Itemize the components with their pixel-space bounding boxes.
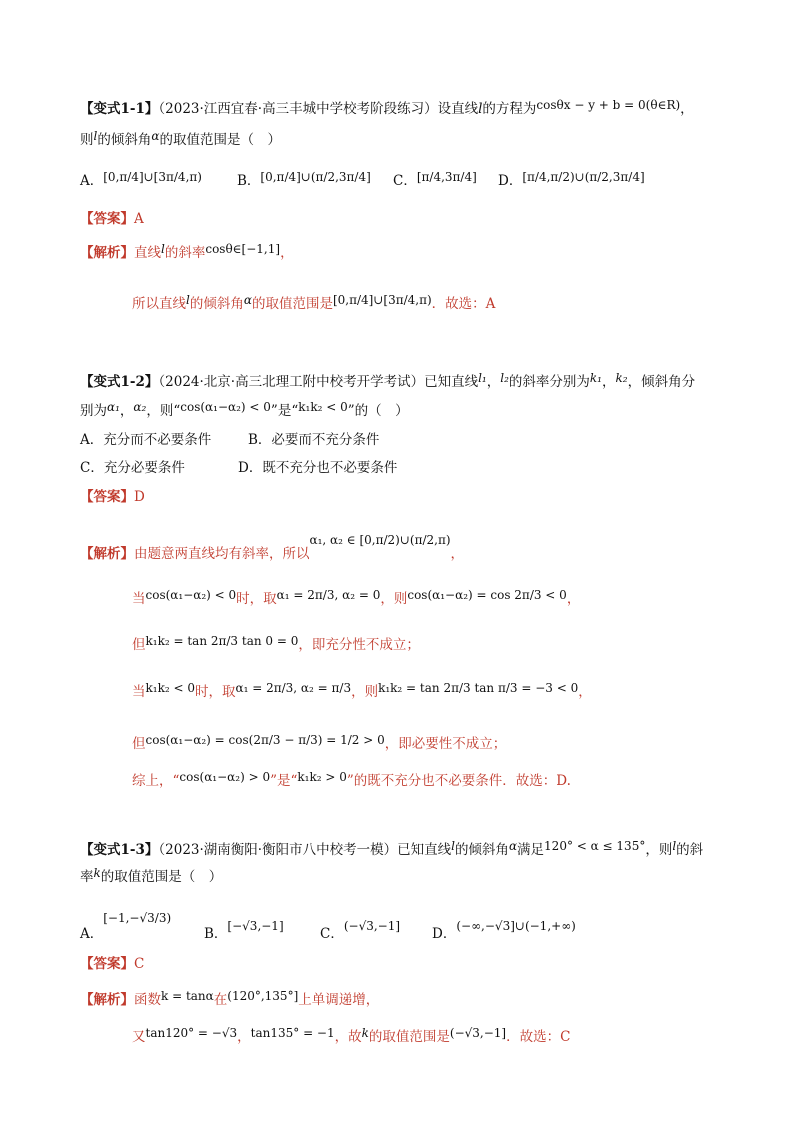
option-math: [π/4,π/2)∪(π/2,3π/4]: [522, 170, 645, 184]
text: 的取值范围是: [251, 296, 333, 312]
math: cos(α₁−α₂) < 0: [145, 588, 237, 602]
option-b[interactable]: [248, 431, 379, 449]
equation: cosθx − y + b = 0(θ∈R): [536, 98, 681, 112]
option-math: [−√3,−1]: [227, 919, 284, 933]
math-var: l: [161, 242, 165, 256]
option-math: (−∞,−√3]∪(−1,+∞): [456, 919, 576, 933]
text: 的取值范围是（ ）: [100, 869, 223, 885]
math-var: α: [508, 839, 518, 853]
analysis-1-1-line-2: [132, 295, 495, 313]
math: cos(α₁−α₂) < 0: [180, 400, 271, 414]
text: ，则: [380, 591, 408, 607]
text: 的斜率分别为: [508, 374, 590, 390]
math: cos(α₁−α₂) > 0: [179, 770, 271, 784]
option-b[interactable]: [237, 172, 371, 190]
problem-tag: 【变式1-3】: [80, 842, 159, 858]
analysis-1-2-line-1: [80, 533, 465, 563]
answer-value: C: [134, 956, 145, 972]
option-math: [0,π/4]∪[3π/4,π): [103, 170, 202, 184]
text: ．故选：C: [506, 1029, 571, 1045]
text: 综上，“: [132, 773, 180, 789]
problem-1-3-line-2: [80, 868, 222, 886]
math: k₁k₂ < 0: [298, 400, 348, 414]
math-var: α: [243, 293, 252, 307]
text: ，倾斜角分: [627, 374, 696, 390]
text: ，: [680, 101, 694, 117]
math-var: l₂: [500, 371, 509, 385]
analysis-1-2-line-4: [132, 683, 592, 701]
text: 的倾斜角: [97, 132, 152, 148]
math: 120° < α ≤ 135°: [544, 839, 646, 853]
option-math: (−√3,−1]: [343, 919, 401, 933]
answer-value: A: [134, 211, 144, 227]
option-d[interactable]: [498, 172, 645, 190]
text: ，则“: [146, 403, 181, 419]
option-label: C．: [393, 173, 417, 189]
text: ，: [486, 374, 501, 390]
option-label: C．: [320, 926, 344, 942]
text: ，: [119, 403, 134, 419]
text: ，: [450, 546, 465, 562]
option-label: D．: [498, 173, 523, 189]
text: 又: [132, 1029, 146, 1045]
math: cos(α₁−α₂) = cos(2π/3 − π/3) = 1/2 > 0: [145, 733, 385, 747]
problem-1-2-line-1: [80, 373, 695, 391]
option-c[interactable]: [320, 919, 401, 943]
text: 所以直线: [132, 296, 186, 312]
text: 时，取: [236, 591, 277, 607]
option-c[interactable]: [80, 459, 185, 477]
math-var: k₁: [589, 371, 602, 385]
math: cos(α₁−α₂) = cos 2π/3 < 0: [407, 588, 567, 602]
math: (−√3,−1]: [449, 1026, 507, 1040]
problem-source: （2023·湖南衡阳·衡阳市八中校考一模）已知直线: [158, 842, 452, 858]
option-d[interactable]: [238, 459, 397, 477]
text: ”是“: [270, 403, 299, 419]
math: cosθ∈[−1,1]: [205, 242, 281, 256]
math-var: α: [151, 129, 160, 143]
text: 的斜率: [164, 245, 206, 261]
analysis-1-2-line-6: [132, 772, 571, 790]
math: α₁ = 2π/3, α₂ = π/3: [235, 681, 352, 695]
text: ．故选：A: [431, 296, 496, 312]
math: k₁k₂ > 0: [297, 770, 347, 784]
problem-1-1-line-1: [80, 100, 694, 118]
text: 当: [132, 684, 146, 700]
option-label: B．: [237, 173, 261, 189]
math: tan120° = −√3: [145, 1026, 238, 1040]
option-a[interactable]: [80, 431, 211, 449]
math-var: α₂: [133, 400, 147, 414]
answer-1-2: [80, 488, 145, 506]
text: ，: [280, 245, 294, 261]
option-d[interactable]: [432, 919, 576, 943]
analysis-1-2-line-5: [132, 735, 506, 753]
analysis-1-1-line-1: [80, 244, 294, 262]
text: 率: [80, 869, 94, 885]
math: (120°,135°]: [227, 989, 299, 1003]
math-var: l: [672, 839, 677, 853]
text: 的倾斜角: [189, 296, 244, 312]
math-var: k₂: [615, 371, 628, 385]
answer-value: D: [134, 489, 145, 505]
math-var: k: [361, 1026, 369, 1040]
option-label: A．: [80, 926, 104, 942]
math-var: l: [451, 839, 455, 853]
problem-source: （2024·北京·高三北理工附中校考开学考试）已知直线: [158, 374, 479, 390]
math-var: l₁: [478, 371, 487, 385]
text: 时，取: [194, 684, 236, 700]
text: 函数: [134, 992, 161, 1008]
option-c[interactable]: [393, 172, 477, 190]
text: 满足: [517, 842, 545, 858]
math: tan135° = −1: [250, 1026, 335, 1040]
answer-1-3: [80, 955, 144, 973]
problem-1-1-line-2: [80, 131, 281, 149]
analysis-1-3-line-2: [132, 1028, 570, 1046]
text: 的取值范围是（ ）: [159, 132, 281, 148]
option-label: D．: [432, 926, 457, 942]
option-b[interactable]: [204, 919, 284, 943]
problem-tag: 【变式1-2】: [80, 374, 159, 390]
text: 上单调递增，: [298, 992, 380, 1008]
math-var: l: [478, 101, 483, 117]
text: ，则: [645, 842, 673, 858]
text: 但: [132, 736, 146, 752]
math: α₁, α₂ ∈ [0,π/2)∪(π/2,π): [309, 533, 451, 547]
analysis-label: 【解析】: [80, 546, 134, 562]
option-math: [−1,−√3/3): [103, 911, 172, 925]
text: 则: [80, 132, 94, 148]
option-math: [π/4,3π/4]: [416, 170, 477, 184]
text: 直线: [134, 245, 161, 261]
text: 别为: [80, 403, 107, 419]
text: ，即必要性不成立；: [384, 736, 507, 752]
answer-label: 【答案】: [80, 211, 134, 227]
text: ”的既不充分也不必要条件．故选：D.: [346, 773, 571, 789]
text: 在: [213, 992, 228, 1008]
answer-1-1: [80, 210, 144, 228]
text: 的方程为: [482, 101, 537, 117]
math-var: l: [93, 129, 98, 143]
answer-label: 【答案】: [80, 489, 134, 505]
option-a[interactable]: [80, 172, 202, 190]
text: ，: [566, 591, 581, 607]
math-var: k: [93, 866, 101, 880]
problem-1-3-line-1: [80, 841, 703, 859]
math: α₁ = 2π/3, α₂ = 0: [276, 588, 381, 602]
math: k = tanα: [161, 989, 214, 1003]
text: ，即充分性不成立；: [298, 637, 420, 653]
math-var: l: [186, 293, 190, 307]
text: 的倾斜角: [454, 842, 509, 858]
text: 但: [132, 637, 146, 653]
math: k₁k₂ < 0: [145, 681, 195, 695]
text: ，故: [334, 1029, 362, 1045]
option-text: B．必要而不充分条件: [248, 432, 380, 448]
text: 的斜: [676, 842, 704, 858]
text: 当: [132, 591, 146, 607]
text: ，则: [351, 684, 379, 700]
option-label: A．: [80, 173, 104, 189]
text: ，: [237, 1029, 251, 1045]
analysis-1-2-line-2: [132, 590, 580, 608]
option-math: [0,π/4]∪(π/2,3π/4]: [260, 170, 371, 184]
text: 的取值范围是: [368, 1029, 450, 1045]
option-text: C．充分必要条件: [80, 460, 185, 476]
problem-tag: 【变式1-1】: [80, 101, 159, 117]
problem-1-2-line-2: [80, 402, 409, 420]
analysis-1-2-line-3: [132, 636, 420, 654]
text: ，: [602, 374, 616, 390]
math: k₁k₂ = tan 2π/3 tan π/3 = −3 < 0: [378, 681, 579, 695]
math-var: α₁: [107, 400, 120, 414]
text: 由题意两直线均有斜率，所以: [134, 546, 310, 562]
option-text: D．既不充分也不必要条件: [238, 460, 398, 476]
math: [0,π/4]∪[3π/4,π): [332, 293, 432, 307]
option-text: A．充分而不必要条件: [80, 432, 212, 448]
text: ”的（ ）: [347, 403, 409, 419]
math: k₁k₂ = tan 2π/3 tan 0 = 0: [145, 634, 299, 648]
analysis-label: 【解析】: [80, 245, 134, 261]
text: ，: [578, 684, 592, 700]
option-label: B．: [204, 926, 228, 942]
problem-source: （2023·江西宜春·高三丰城中学校考阶段练习）设直线: [158, 101, 479, 117]
analysis-label: 【解析】: [80, 992, 134, 1008]
analysis-1-3-line-1: [80, 991, 379, 1009]
answer-label: 【答案】: [80, 956, 134, 972]
text: ”是“: [270, 773, 298, 789]
option-a[interactable]: [80, 911, 172, 943]
